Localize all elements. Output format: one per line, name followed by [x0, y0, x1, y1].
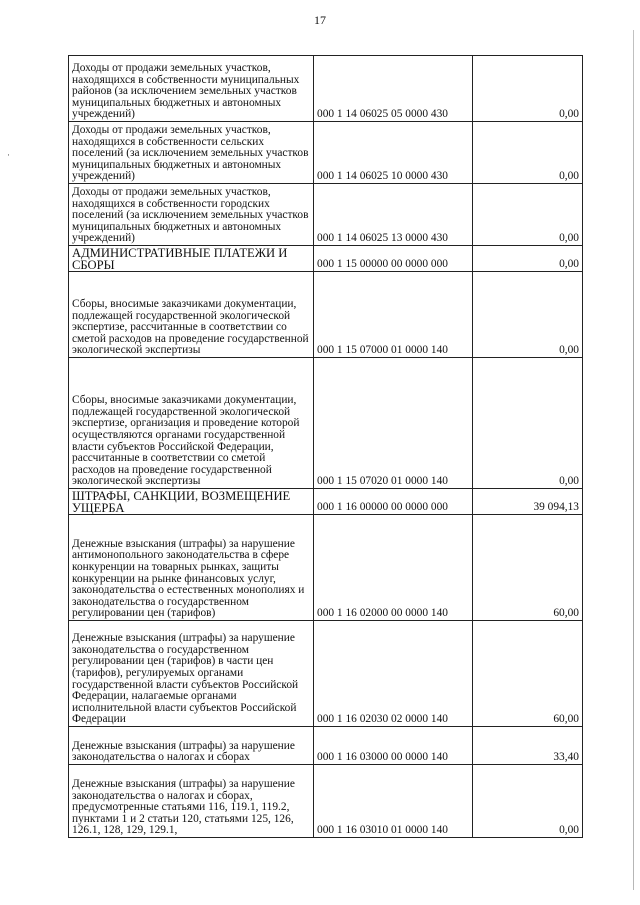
row-code: 000 1 15 00000 00 0000 000 — [314, 246, 473, 272]
row-code: 000 1 15 07000 01 0000 140 — [314, 272, 473, 358]
row-code: 000 1 16 00000 00 0000 000 — [314, 489, 473, 515]
row-name: Денежные взыскания (штрафы) за нарушение антимонопольного законодательства в сфере конкуренции на товарных рынках, защиты конкуренции на рынке финансовых услуг, законодательства о естественных монополиях и законодательства о государственном регулировании цен (тарифов) — [69, 515, 314, 621]
row-amount: 0,00 — [473, 246, 583, 272]
scan-edge-line — [633, 30, 634, 890]
row-amount: 0,00 — [473, 56, 583, 122]
row-name: Денежные взыскания (штрафы) за нарушение законодательства о налогах и сборах — [69, 727, 314, 765]
row-name: ШТРАФЫ, САНКЦИИ, ВОЗМЕЩЕНИЕ УЩЕРБА — [69, 489, 314, 515]
table-row — [69, 515, 583, 621]
page-number: 17 — [314, 13, 326, 27]
row-code: 000 1 16 03000 00 0000 140 — [314, 727, 473, 765]
row-amount: 0,00 — [473, 184, 583, 246]
row-code: 000 1 14 06025 13 0000 430 — [314, 184, 473, 246]
row-name: Денежные взыскания (штрафы) за нарушение законодательства о государственном регулировании цен (тарифов) в части цен (тарифов), регулируемых органами государственной власти субъектов Российской Федерации, налагаемые органами исполнительной власти субъектов Российской Федерации — [69, 621, 314, 727]
table-row-section — [69, 489, 583, 515]
table-row — [69, 621, 583, 727]
row-amount: 39 094,13 — [473, 489, 583, 515]
row-name: Доходы от продажи земельных участков, находящихся в собственности городских поселений (за исключением земельных участков муниципальных бюджетных и автономных учреждений) — [69, 184, 314, 246]
row-name: Доходы от продажи земельных участков, находящихся в собственности муниципальных районов (за исключением земельных участков муниципальных бюджетных и автономных учреждений) — [69, 56, 314, 122]
row-amount: 0,00 — [473, 122, 583, 184]
table-row — [69, 727, 583, 765]
row-code: 000 1 14 06025 10 0000 430 — [314, 122, 473, 184]
revenue-table-body — [69, 56, 583, 838]
row-amount: 60,00 — [473, 621, 583, 727]
row-amount: 0,00 — [473, 358, 583, 489]
row-code: 000 1 14 06025 05 0000 430 — [314, 56, 473, 122]
row-code: 000 1 16 02000 00 0000 140 — [314, 515, 473, 621]
row-name: Денежные взыскания (штрафы) за нарушение законодательства о налогах и сборах, предусмотренные статьями 116, 119.1, 119.2, пунктами 1 и 2 статьи 120, статьями 125, 126, 126.1, 128, 129, 129.1, — [69, 765, 314, 838]
table-row — [69, 184, 583, 246]
table-row — [69, 765, 583, 838]
row-name: АДМИНИСТРАТИВНЫЕ ПЛАТЕЖИ И СБОРЫ — [69, 246, 314, 272]
row-code: 000 1 16 02030 02 0000 140 — [314, 621, 473, 727]
revenue-table — [68, 55, 583, 838]
row-name: Сборы, вносимые заказчиками документации, подлежащей государственной экологической экспертизе, организация и проведение которой осуществляются органами государственной власти субъектов Российской Федерации, рассчитанные в соответствии со сметой расходов на проведение государственной экологической экспертизы — [69, 358, 314, 489]
row-code: 000 1 15 07020 01 0000 140 — [314, 358, 473, 489]
table-row-section — [69, 246, 583, 272]
row-amount: 60,00 — [473, 515, 583, 621]
row-amount: 0,00 — [473, 272, 583, 358]
table-row — [69, 122, 583, 184]
row-amount: 0,00 — [473, 765, 583, 838]
table-row — [69, 272, 583, 358]
row-name: Сборы, вносимые заказчиками документации, подлежащей государственной экологической экспертизе, рассчитанные в соответствии со сметой расходов на проведение государственной экологической экспертизы — [69, 272, 314, 358]
margin-mark: · — [7, 150, 10, 160]
row-code: 000 1 16 03010 01 0000 140 — [314, 765, 473, 838]
table-row — [69, 56, 583, 122]
row-amount: 33,40 — [473, 727, 583, 765]
row-name: Доходы от продажи земельных участков, находящихся в собственности сельских поселений (за исключением земельных участков муниципальных бюджетных и автономных учреждений) — [69, 122, 314, 184]
table-row — [69, 358, 583, 489]
